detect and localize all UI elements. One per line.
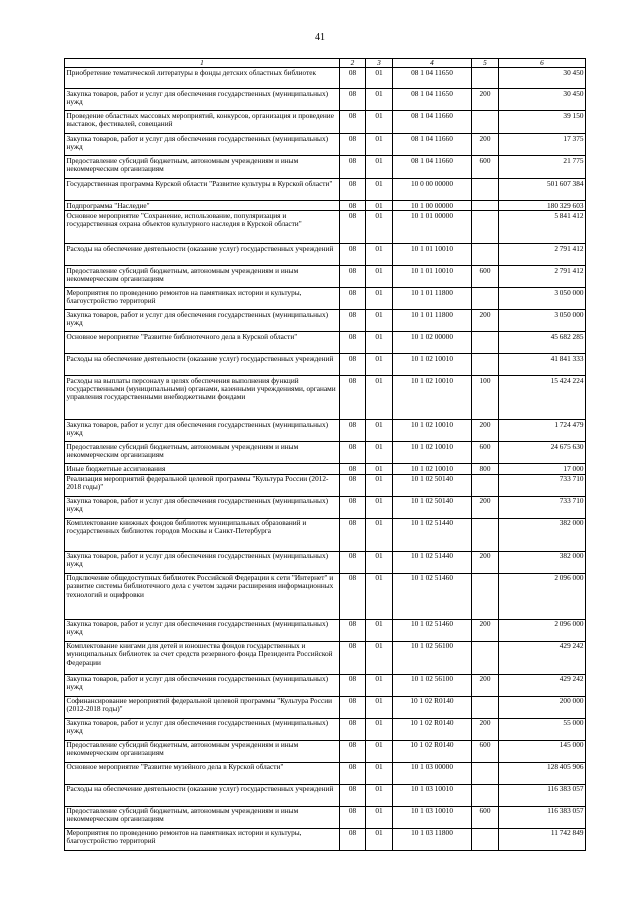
row-name-cell: Предоставление субсидий бюджетным, автономным учреждениям и иным некоммерческим организациям: [65, 266, 340, 288]
row-subsection-cell: 01: [366, 244, 393, 266]
row-expense-type-cell: 600: [472, 156, 499, 179]
table-row: [65, 806, 586, 828]
table-row: [65, 310, 586, 332]
row-amount-cell: 30 450: [499, 89, 586, 111]
row-section-cell: 08: [340, 573, 366, 619]
row-subsection-cell: 01: [366, 201, 393, 211]
row-amount-cell: 429 242: [499, 674, 586, 696]
row-subsection-cell: 01: [366, 718, 393, 740]
row-expense-type-cell: 200: [472, 674, 499, 696]
row-subsection-cell: 01: [366, 828, 393, 850]
row-amount-cell: 55 000: [499, 718, 586, 740]
row-name-cell: Закупка товаров, работ и услуг для обеспечения государственных (муниципальных) нужд: [65, 551, 340, 573]
table-row: [65, 68, 586, 89]
row-amount-cell: 145 000: [499, 740, 586, 762]
row-subsection-cell: 01: [366, 740, 393, 762]
row-amount-cell: 429 242: [499, 641, 586, 674]
row-amount-cell: 180 329 603: [499, 201, 586, 211]
row-subsection-cell: 01: [366, 288, 393, 310]
row-expense-type-cell: 600: [472, 806, 499, 828]
row-name-cell: Основное мероприятие "Сохранение, использование, популяризация и государственная охрана объектов культурного наследия в Курской области": [65, 211, 340, 244]
row-subsection-cell: 01: [366, 156, 393, 179]
row-subsection-cell: 01: [366, 464, 393, 474]
table-row: [65, 518, 586, 551]
table-row: [65, 619, 586, 641]
row-expense-type-cell: 200: [472, 718, 499, 740]
row-expense-type-cell: [472, 111, 499, 134]
table-row: [65, 573, 586, 619]
row-amount-cell: 1 724 479: [499, 420, 586, 442]
row-amount-cell: 11 742 849: [499, 828, 586, 850]
row-name-cell: Реализация мероприятий федеральной целевой программы "Культура России (2012-2018 годы)": [65, 474, 340, 496]
row-expense-type-cell: [472, 828, 499, 850]
row-section-cell: 08: [340, 806, 366, 828]
row-name-cell: Мероприятия по проведению ремонтов на памятниках истории и культуры, благоустройство территорий: [65, 288, 340, 310]
row-section-cell: 08: [340, 740, 366, 762]
row-section-cell: 08: [340, 68, 366, 89]
row-target-article-cell: 10 1 02 51440: [393, 551, 472, 573]
row-amount-cell: 17 375: [499, 134, 586, 156]
row-name-cell: Комплектование книжных фондов библиотек муниципальных образований и государственных библиотек городов Москвы и Санкт-Петербурга: [65, 518, 340, 551]
row-target-article-cell: 10 1 02 R0140: [393, 718, 472, 740]
table-row: [65, 420, 586, 442]
row-section-cell: 08: [340, 496, 366, 518]
row-expense-type-cell: [472, 288, 499, 310]
row-amount-cell: 41 841 333: [499, 354, 586, 376]
row-amount-cell: 3 050 000: [499, 288, 586, 310]
table-row: [65, 111, 586, 134]
row-amount-cell: 24 675 630: [499, 442, 586, 464]
row-subsection-cell: 01: [366, 332, 393, 354]
row-expense-type-cell: [472, 211, 499, 244]
row-target-article-cell: 10 1 02 10010: [393, 420, 472, 442]
row-amount-cell: 382 000: [499, 551, 586, 573]
row-section-cell: 08: [340, 762, 366, 784]
row-expense-type-cell: [472, 784, 499, 806]
row-section-cell: 08: [340, 641, 366, 674]
row-name-cell: Закупка товаров, работ и услуг для обеспечения государственных (муниципальных) нужд: [65, 674, 340, 696]
column-header-section: 2: [340, 59, 366, 68]
row-amount-cell: 2 096 000: [499, 619, 586, 641]
row-amount-cell: 5 841 412: [499, 211, 586, 244]
row-target-article-cell: 10 1 02 50140: [393, 496, 472, 518]
row-name-cell: Предоставление субсидий бюджетным, автономным учреждениям и иным некоммерческим организациям: [65, 442, 340, 464]
row-name-cell: Проведение областных массовых мероприятий, конкурсов, организация и проведение выставок, фестивалей, совещаний: [65, 111, 340, 134]
row-section-cell: 08: [340, 828, 366, 850]
row-section-cell: 08: [340, 244, 366, 266]
row-section-cell: 08: [340, 474, 366, 496]
row-target-article-cell: 10 0 00 00000: [393, 179, 472, 201]
row-name-cell: Комплектование книгами для детей и юношества фондов государственных и муниципальных библиотек за счет средств резервного фонда Президента Российской Федерации: [65, 641, 340, 674]
row-name-cell: Подпрограмма "Наследие": [65, 201, 340, 211]
row-expense-type-cell: 200: [472, 310, 499, 332]
row-section-cell: 08: [340, 442, 366, 464]
column-header-amount: 6: [499, 59, 586, 68]
budget-table: [64, 58, 586, 851]
row-subsection-cell: 01: [366, 674, 393, 696]
row-subsection-cell: 01: [366, 442, 393, 464]
table-row: [65, 784, 586, 806]
row-expense-type-cell: [472, 696, 499, 718]
row-amount-cell: 128 405 906: [499, 762, 586, 784]
row-section-cell: 08: [340, 179, 366, 201]
row-target-article-cell: 10 1 02 56100: [393, 674, 472, 696]
row-subsection-cell: 01: [366, 518, 393, 551]
row-subsection-cell: 01: [366, 573, 393, 619]
row-subsection-cell: 01: [366, 696, 393, 718]
row-name-cell: Расходы на обеспечение деятельности (оказание услуг) государственных учреждений: [65, 244, 340, 266]
row-amount-cell: 39 150: [499, 111, 586, 134]
table-row: [65, 442, 586, 464]
table-header-row: [65, 59, 586, 68]
row-target-article-cell: 10 1 02 10010: [393, 442, 472, 464]
row-target-article-cell: 08 1 04 11660: [393, 134, 472, 156]
column-header-name: 1: [65, 59, 340, 68]
row-amount-cell: 116 383 057: [499, 806, 586, 828]
row-name-cell: Расходы на обеспечение деятельности (оказание услуг) государственных учреждений: [65, 784, 340, 806]
row-target-article-cell: 10 1 00 00000: [393, 201, 472, 211]
table-row: [65, 674, 586, 696]
row-name-cell: Закупка товаров, работ и услуг для обеспечения государственных (муниципальных) нужд: [65, 619, 340, 641]
row-expense-type-cell: 600: [472, 266, 499, 288]
row-expense-type-cell: [472, 518, 499, 551]
row-section-cell: 08: [340, 288, 366, 310]
table-row: [65, 828, 586, 850]
row-target-article-cell: 10 1 02 R0140: [393, 696, 472, 718]
row-amount-cell: 116 383 057: [499, 784, 586, 806]
row-target-article-cell: 10 1 03 00000: [393, 762, 472, 784]
row-expense-type-cell: 200: [472, 551, 499, 573]
row-name-cell: Основное мероприятие "Развитие музейного дела в Курской области": [65, 762, 340, 784]
table-row: [65, 179, 586, 201]
row-section-cell: 08: [340, 201, 366, 211]
row-target-article-cell: 10 1 01 10010: [393, 266, 472, 288]
row-target-article-cell: 10 1 02 10010: [393, 464, 472, 474]
row-subsection-cell: 01: [366, 619, 393, 641]
row-expense-type-cell: 800: [472, 464, 499, 474]
row-expense-type-cell: 200: [472, 420, 499, 442]
table-row: [65, 696, 586, 718]
row-amount-cell: 2 791 412: [499, 244, 586, 266]
table-row: [65, 474, 586, 496]
row-section-cell: 08: [340, 551, 366, 573]
row-name-cell: Закупка товаров, работ и услуг для обеспечения государственных (муниципальных) нужд: [65, 420, 340, 442]
table-row: [65, 332, 586, 354]
row-name-cell: Основное мероприятие "Развитие библиотечного дела в Курской области": [65, 332, 340, 354]
table-row: [65, 740, 586, 762]
row-amount-cell: 2 096 000: [499, 573, 586, 619]
row-section-cell: 08: [340, 111, 366, 134]
row-target-article-cell: 10 1 02 51460: [393, 573, 472, 619]
row-name-cell: Закупка товаров, работ и услуг для обеспечения государственных (муниципальных) нужд: [65, 718, 340, 740]
row-name-cell: Иные бюджетные ассигнования: [65, 464, 340, 474]
row-subsection-cell: 01: [366, 266, 393, 288]
row-subsection-cell: 01: [366, 134, 393, 156]
row-expense-type-cell: [472, 244, 499, 266]
row-subsection-cell: 01: [366, 179, 393, 201]
column-header-subsection: 3: [366, 59, 393, 68]
table-body: [65, 68, 586, 850]
row-subsection-cell: 01: [366, 641, 393, 674]
row-target-article-cell: 10 1 03 10010: [393, 784, 472, 806]
row-expense-type-cell: [472, 201, 499, 211]
row-section-cell: 08: [340, 619, 366, 641]
row-subsection-cell: 01: [366, 211, 393, 244]
row-subsection-cell: 01: [366, 68, 393, 89]
row-section-cell: 08: [340, 420, 366, 442]
row-name-cell: Закупка товаров, работ и услуг для обеспечения государственных (муниципальных) нужд: [65, 89, 340, 111]
row-target-article-cell: 10 1 03 10010: [393, 806, 472, 828]
row-amount-cell: 733 710: [499, 474, 586, 496]
row-subsection-cell: 01: [366, 376, 393, 420]
row-expense-type-cell: [472, 179, 499, 201]
row-section-cell: 08: [340, 376, 366, 420]
row-amount-cell: 501 607 384: [499, 179, 586, 201]
row-expense-type-cell: 600: [472, 740, 499, 762]
row-target-article-cell: 10 1 02 51440: [393, 518, 472, 551]
row-subsection-cell: 01: [366, 474, 393, 496]
table-row: [65, 244, 586, 266]
row-name-cell: Приобретение тематической литературы в фонды детских областных библиотек: [65, 68, 340, 89]
row-target-article-cell: 10 1 02 50140: [393, 474, 472, 496]
table-row: [65, 354, 586, 376]
row-name-cell: Закупка товаров, работ и услуг для обеспечения государственных (муниципальных) нужд: [65, 134, 340, 156]
row-target-article-cell: 10 1 02 56100: [393, 641, 472, 674]
table-row: [65, 762, 586, 784]
row-subsection-cell: 01: [366, 310, 393, 332]
page-number: 41: [315, 32, 325, 43]
table-row: [65, 464, 586, 474]
row-name-cell: Мероприятия по проведению ремонтов на памятниках истории и культуры, благоустройство территорий: [65, 828, 340, 850]
row-section-cell: 08: [340, 89, 366, 111]
row-amount-cell: 21 775: [499, 156, 586, 179]
row-name-cell: Предоставление субсидий бюджетным, автономным учреждениям и иным некоммерческим организациям: [65, 156, 340, 179]
column-header-target-article: 4: [393, 59, 472, 68]
row-section-cell: 08: [340, 718, 366, 740]
row-target-article-cell: 08 1 04 11660: [393, 156, 472, 179]
table-row: [65, 551, 586, 573]
row-subsection-cell: 01: [366, 784, 393, 806]
row-target-article-cell: 10 1 01 10010: [393, 244, 472, 266]
table-row: [65, 266, 586, 288]
row-target-article-cell: 10 1 02 00000: [393, 332, 472, 354]
row-target-article-cell: 10 1 02 R0140: [393, 740, 472, 762]
table-row: [65, 134, 586, 156]
row-expense-type-cell: [472, 332, 499, 354]
row-subsection-cell: 01: [366, 354, 393, 376]
row-name-cell: Софинансирование мероприятий федеральной целевой программы "Культура России (2012-2018 годы)": [65, 696, 340, 718]
row-amount-cell: 382 000: [499, 518, 586, 551]
row-name-cell: Закупка товаров, работ и услуг для обеспечения государственных (муниципальных) нужд: [65, 496, 340, 518]
row-subsection-cell: 01: [366, 420, 393, 442]
row-target-article-cell: 10 1 01 11800: [393, 288, 472, 310]
row-expense-type-cell: 600: [472, 442, 499, 464]
row-section-cell: 08: [340, 696, 366, 718]
row-target-article-cell: 10 1 01 00000: [393, 211, 472, 244]
table-row: [65, 89, 586, 111]
table-row: [65, 156, 586, 179]
row-section-cell: 08: [340, 134, 366, 156]
row-name-cell: Предоставление субсидий бюджетным, автономным учреждениям и иным некоммерческим организациям: [65, 740, 340, 762]
row-amount-cell: 17 000: [499, 464, 586, 474]
table-row: [65, 201, 586, 211]
row-section-cell: 08: [340, 464, 366, 474]
row-expense-type-cell: 200: [472, 89, 499, 111]
row-amount-cell: 45 682 285: [499, 332, 586, 354]
row-name-cell: Предоставление субсидий бюджетным, автономным учреждениям и иным некоммерческим организациям: [65, 806, 340, 828]
row-target-article-cell: 08 1 04 11650: [393, 89, 472, 111]
table-row: [65, 718, 586, 740]
table-row: [65, 641, 586, 674]
row-target-article-cell: 08 1 04 11660: [393, 111, 472, 134]
row-amount-cell: 15 424 224: [499, 376, 586, 420]
row-target-article-cell: 10 1 02 10010: [393, 354, 472, 376]
table-row: [65, 288, 586, 310]
row-target-article-cell: 10 1 03 11800: [393, 828, 472, 850]
row-target-article-cell: 10 1 02 51460: [393, 619, 472, 641]
row-target-article-cell: 08 1 04 11650: [393, 68, 472, 89]
row-subsection-cell: 01: [366, 762, 393, 784]
row-subsection-cell: 01: [366, 806, 393, 828]
row-subsection-cell: 01: [366, 551, 393, 573]
row-expense-type-cell: 200: [472, 496, 499, 518]
row-subsection-cell: 01: [366, 111, 393, 134]
table-row: [65, 496, 586, 518]
row-expense-type-cell: [472, 641, 499, 674]
row-name-cell: Государственная программа Курской области "Развитие культуры в Курской области": [65, 179, 340, 201]
row-name-cell: Расходы на обеспечение деятельности (оказание услуг) государственных учреждений: [65, 354, 340, 376]
table-row: [65, 211, 586, 244]
row-expense-type-cell: 200: [472, 134, 499, 156]
row-expense-type-cell: 100: [472, 376, 499, 420]
row-expense-type-cell: [472, 573, 499, 619]
row-section-cell: 08: [340, 784, 366, 806]
row-amount-cell: 30 450: [499, 68, 586, 89]
row-target-article-cell: 10 1 01 11800: [393, 310, 472, 332]
table-row: [65, 376, 586, 420]
row-amount-cell: 3 050 000: [499, 310, 586, 332]
row-amount-cell: 200 000: [499, 696, 586, 718]
row-section-cell: 08: [340, 211, 366, 244]
row-expense-type-cell: 200: [472, 619, 499, 641]
row-section-cell: 08: [340, 266, 366, 288]
row-amount-cell: 2 791 412: [499, 266, 586, 288]
row-name-cell: Расходы на выплаты персоналу в целях обеспечения выполнения функций государственными (муниципальными) органами, казенными учреждениями, органами управления государственными внебюджетными фондами: [65, 376, 340, 420]
row-amount-cell: 733 710: [499, 496, 586, 518]
row-name-cell: Подключение общедоступных библиотек Российской Федерации к сети "Интернет" и развитие системы библиотечного дела с учетом задачи расширения информационных технологий и оцифровки: [65, 573, 340, 619]
row-name-cell: Закупка товаров, работ и услуг для обеспечения государственных (муниципальных) нужд: [65, 310, 340, 332]
row-section-cell: 08: [340, 332, 366, 354]
column-header-expense-type: 5: [472, 59, 499, 68]
row-section-cell: 08: [340, 354, 366, 376]
row-subsection-cell: 01: [366, 496, 393, 518]
row-expense-type-cell: [472, 68, 499, 89]
row-section-cell: 08: [340, 674, 366, 696]
row-section-cell: 08: [340, 310, 366, 332]
row-subsection-cell: 01: [366, 89, 393, 111]
row-expense-type-cell: [472, 354, 499, 376]
row-expense-type-cell: [472, 762, 499, 784]
row-section-cell: 08: [340, 518, 366, 551]
row-section-cell: 08: [340, 156, 366, 179]
row-target-article-cell: 10 1 02 10010: [393, 376, 472, 420]
row-expense-type-cell: [472, 474, 499, 496]
